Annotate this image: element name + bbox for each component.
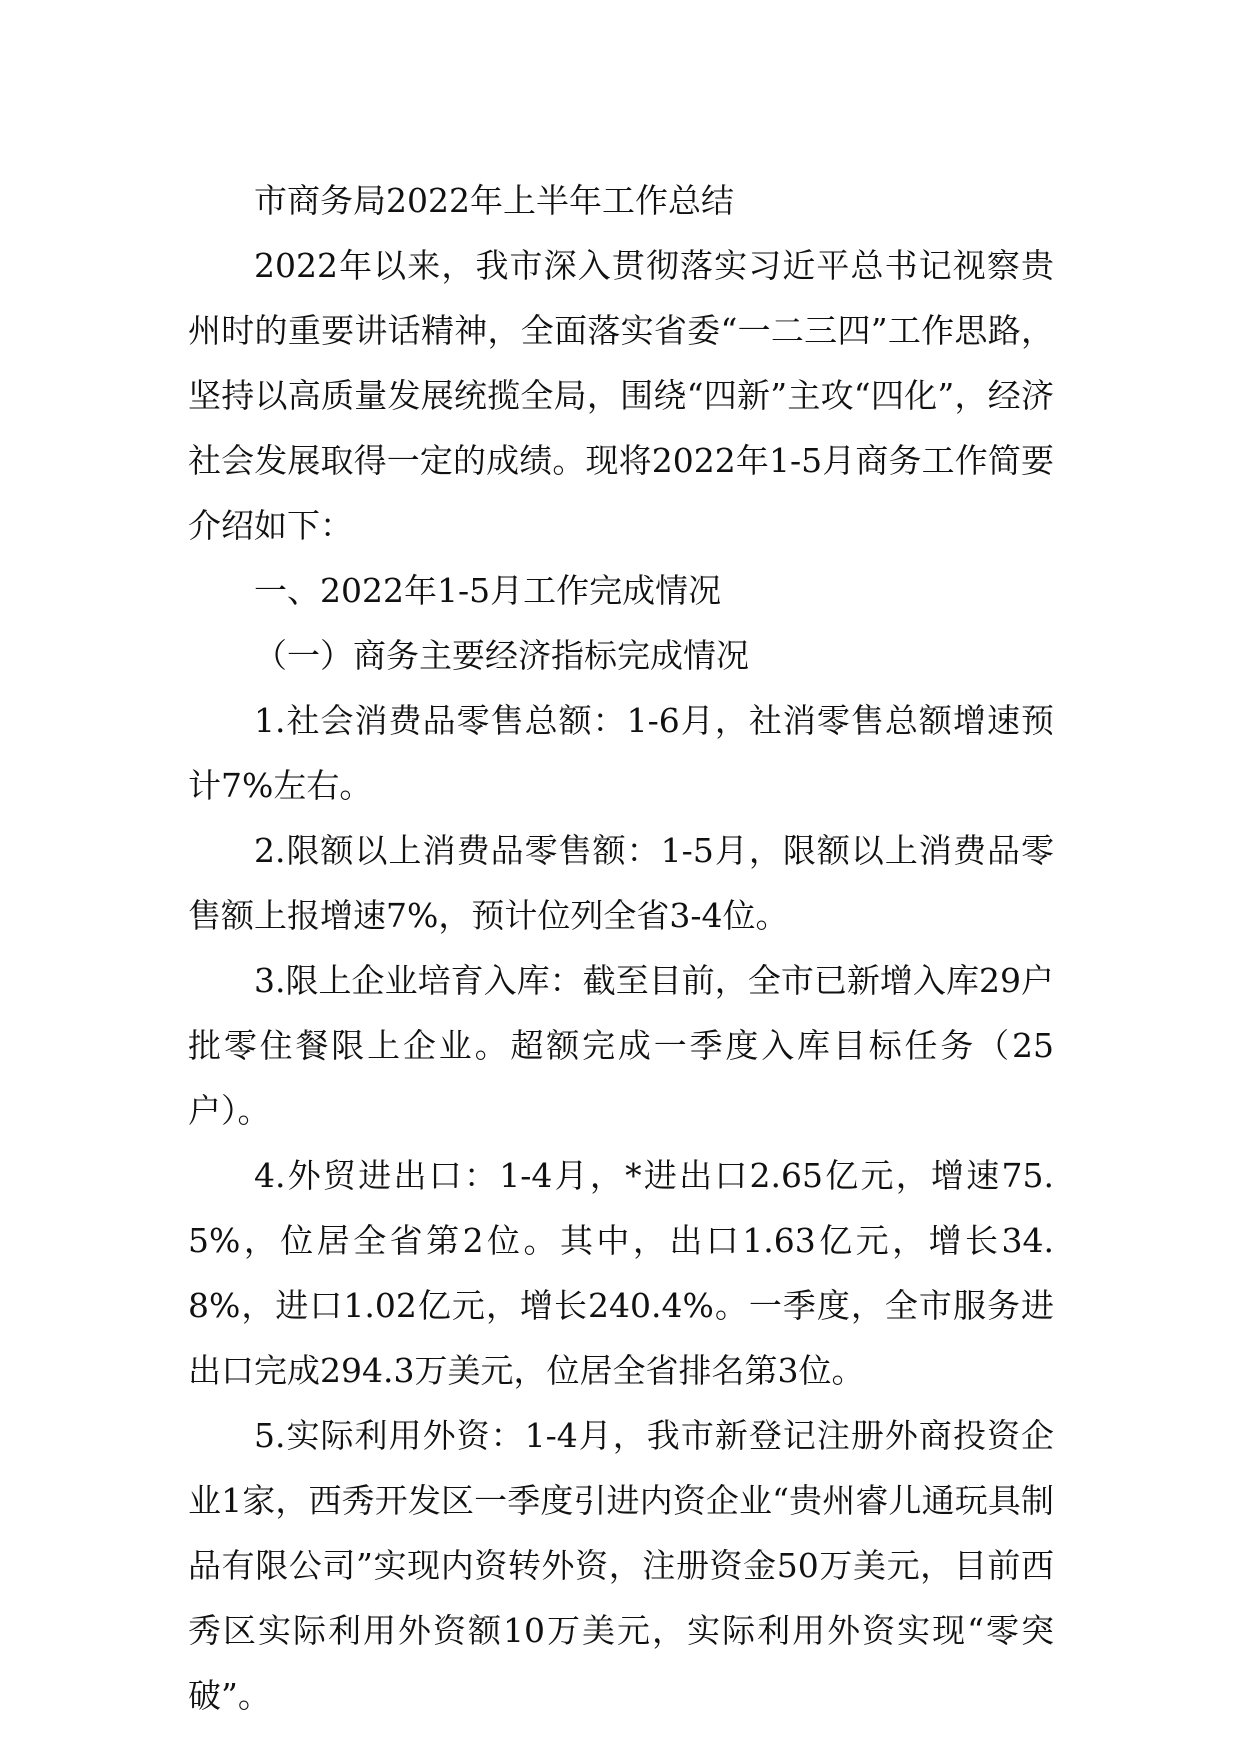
document-title: 市商务局2022年上半年工作总结 xyxy=(254,181,734,220)
document-body xyxy=(188,168,1054,1728)
indicator-item-retail-sales: 1.社会消费品零售总额：1-6月，社消零售总额增速预计7%左右。 xyxy=(188,701,1054,805)
indicator-item-foreign-trade: 4.外贸进出口：1-4月，*进出口2.65亿元，增速75.5%，位居全省第2位。其中，出口1.63亿元，增长34.8%，进口1.02亿元，增长240.4%。一季度，全市服务进出口完成294.3万美元，位居全省排名第3位。 xyxy=(188,1156,1054,1390)
intro-paragraph: 2022年以来，我市深入贯彻落实习近平总书记视察贵州时的重要讲话精神，全面落实省委“一二三四”工作思路，坚持以高质量发展统揽全局，围绕“四新”主攻“四化”，经济社会发展取得一定的成绩。现将2022年1-5月商务工作简要介绍如下： xyxy=(188,246,1054,545)
section-heading: 一、2022年1-5月工作完成情况 xyxy=(254,571,722,610)
indicator-item-above-quota-sales: 2.限额以上消费品零售额：1-5月，限额以上消费品零售额上报增速7%，预计位列全省3-4位。 xyxy=(188,831,1054,935)
subsection-heading: （一）商务主要经济指标完成情况 xyxy=(254,636,749,675)
indicator-item-foreign-investment: 5.实际利用外资：1-4月，我市新登记注册外商投资企业1家，西秀开发区一季度引进内资企业“贵州睿儿通玩具制品有限公司”实现内资转外资，注册资金50万美元，目前西秀区实际利用外资额10万美元，实际利用外资实现“零突破”。 xyxy=(188,1416,1054,1715)
indicator-item-enterprise-cultivation: 3.限上企业培育入库：截至目前，全市已新增入库29户批零住餐限上企业。超额完成一季度入库目标任务（25户）。 xyxy=(188,961,1054,1130)
